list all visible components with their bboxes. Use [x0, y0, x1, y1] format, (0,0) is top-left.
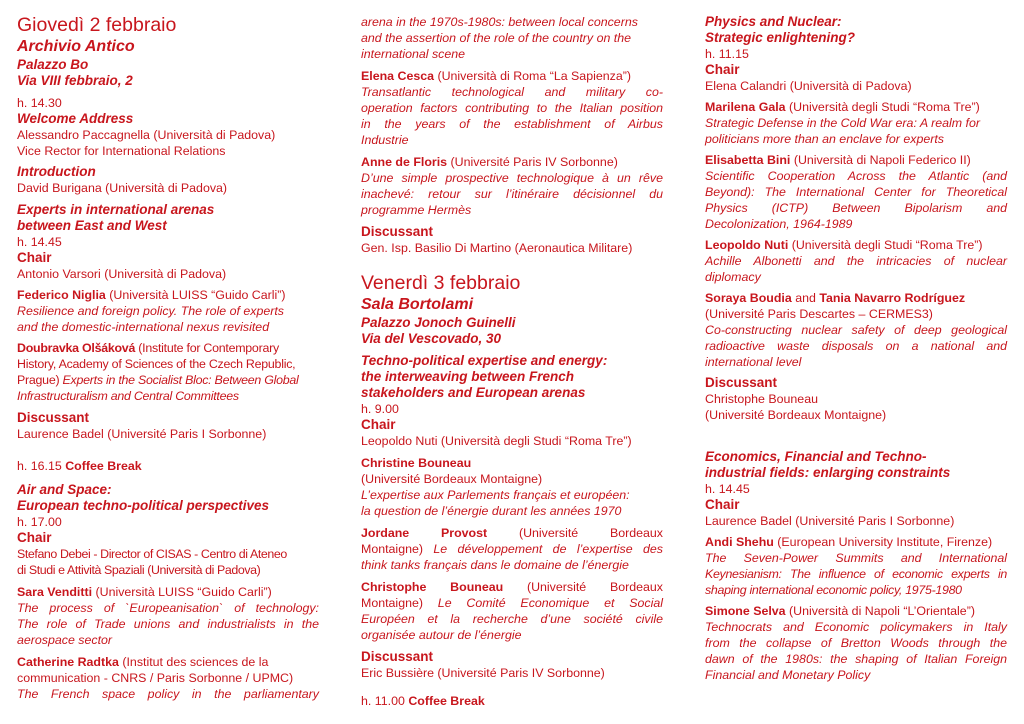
- day2-title: Venerdì 3 febbraio: [361, 272, 521, 294]
- speaker-name: Elisabetta Bini: [705, 153, 791, 167]
- talk-title: international level: [705, 355, 802, 369]
- talk-title: and the assertion of the role of the country on the: [361, 31, 632, 45]
- day1-title: Giovedì 2 febbraio: [17, 14, 177, 36]
- talk-title: Decolonization, 1964-1989: [705, 217, 853, 231]
- chair-label: Chair: [705, 497, 740, 512]
- intro-heading: Introduction: [17, 164, 96, 179]
- coffee-label: Coffee Break: [65, 459, 142, 473]
- session-title: Physics and Nuclear:: [705, 14, 842, 29]
- speaker-name: Soraya Boudia: [705, 291, 792, 305]
- session-title: Techno-political expertise and energy:: [361, 353, 608, 368]
- speaker-affiliation: Montaigne): [361, 596, 438, 610]
- talk-title: and the domestic-international nexus revisited: [17, 320, 270, 334]
- speaker-affiliation: (Università degli Studi “Roma Tre”): [785, 100, 980, 114]
- speaker-entry: [361, 68, 663, 84]
- speaker-name: Christophe Bouneau: [361, 580, 504, 594]
- speaker-entry: [361, 595, 663, 611]
- talk-title: Resilience and foreign policy. The role of experts: [17, 304, 284, 318]
- talk-title: diplomacy: [705, 270, 761, 284]
- talk-title: Keynesianism: The influence of economic experts in: [705, 567, 1007, 581]
- speaker-name: Leopoldo Nuti: [705, 238, 789, 252]
- speaker-name: Anne de Floris: [361, 155, 448, 169]
- speaker-affiliation: (Université Paris Descartes – CERMES3): [705, 307, 933, 321]
- talk-title: Industrie: [361, 133, 409, 147]
- talk-title: The French space policy in the parliamentary: [17, 687, 319, 701]
- column-friday: [705, 14, 1007, 683]
- session-time: h. 17.00: [17, 515, 62, 529]
- speaker-entry: [17, 372, 319, 388]
- session-title: Air and Space:: [17, 482, 112, 497]
- chair-name: Stefano Debei - Director of CISAS - Centro di Ateneo: [17, 547, 287, 561]
- talk-title: in the years of the establishment of Airbus: [361, 117, 663, 131]
- speaker-affiliation: (Institut des sciences de la: [118, 655, 269, 669]
- talk-title: Financial and Monetary Policy: [705, 668, 871, 682]
- speaker-and: and: [791, 291, 820, 305]
- talk-title: Scientific Cooperation Across the Atlantic (and: [705, 169, 1007, 183]
- speaker-entry: [705, 290, 1007, 306]
- session-title: industrial fields: enlarging constraints: [705, 465, 951, 480]
- speaker-entry: [705, 603, 1007, 619]
- talk-title: The process of `Europeanisation` of technology:: [17, 601, 319, 615]
- discussant-name: Gen. Isp. Basilio Di Martino (Aeronautica Militare): [361, 241, 633, 255]
- speaker-affiliation: (Institute for Contemporary: [135, 341, 279, 355]
- discussant-label: Discussant: [361, 649, 434, 664]
- day2-address: Via del Vescovado, 30: [361, 331, 502, 346]
- speaker-name: Marilena Gala: [705, 100, 786, 114]
- speaker-affiliation: (Università di Napoli Federico II): [790, 153, 971, 167]
- welcome-role: Vice Rector for International Relations: [17, 144, 226, 158]
- chair-label: Chair: [705, 62, 740, 77]
- talk-title: Experts in the Socialist Bloc: Between Global: [62, 373, 299, 387]
- talk-title: programme Hermès: [361, 203, 472, 217]
- talk-title: politicians more than an enclave for experts: [705, 132, 944, 146]
- talk-title: dawn of the 1980s: the shaping of Italian Foreign: [705, 652, 1007, 666]
- talk-title: inachevé: retour sur l’itinéraire décisionnel du: [361, 187, 663, 201]
- intro-speaker: David Burigana (Università di Padova): [17, 181, 228, 195]
- coffee-time: h. 16.15: [17, 459, 66, 473]
- speaker-entry: [705, 99, 1007, 115]
- day2-building: Palazzo Jonoch Guinelli: [361, 315, 516, 330]
- speaker-affiliation: (Università degli Studi “Roma Tre”): [788, 238, 983, 252]
- speaker-entry: [17, 584, 319, 600]
- session-time: h. 9.00: [361, 402, 399, 416]
- session-time: h. 11.15: [705, 47, 749, 61]
- speaker-entry: [705, 237, 1007, 253]
- speaker-entry: [705, 152, 1007, 168]
- chair-name: Laurence Badel (Université Paris I Sorbonne): [705, 514, 955, 528]
- talk-title: Le développement de l’expertise des: [433, 542, 664, 556]
- discussant-name: Laurence Badel (Université Paris I Sorbonne): [17, 427, 267, 441]
- session-time: h. 14.45: [17, 235, 62, 249]
- speaker-affiliation: (Università LUISS “Guido Carli”): [105, 288, 286, 302]
- session-title: stakeholders and European arenas: [361, 385, 586, 400]
- speaker-affiliation: (Université Paris IV Sorbonne): [447, 155, 618, 169]
- talk-title: from the collapse of Bretton Woods through the: [705, 636, 1007, 650]
- speaker-name: Simone Selva: [705, 604, 786, 618]
- session-title: European techno-political perspectives: [17, 498, 270, 513]
- coffee-break: [17, 458, 319, 474]
- speaker-affiliation: communication - CNRS / Paris Sorbonne / UPMC): [17, 671, 294, 685]
- chair-label: Chair: [17, 530, 52, 545]
- talk-title: shaping international economic policy, 1975-1980: [705, 583, 962, 597]
- talk-title: The Seven-Power Summits and International: [705, 551, 1007, 565]
- talk-title: Infrastructuralism and Central Committees: [17, 389, 239, 403]
- talk-title: arena in the 1970s-1980s: between local concerns: [361, 15, 638, 29]
- speaker-name: Jordane Provost: [361, 526, 488, 540]
- speaker-entry: [17, 340, 319, 356]
- talk-title: operation factors contributing to the Italian position: [361, 101, 663, 115]
- talk-title: Physics (ICTP) Between Bipolarism and: [705, 201, 1007, 215]
- talk-title: Européen et la recherche d’une société civile: [361, 612, 663, 626]
- talk-title: organisée autour de l’énergie: [361, 628, 522, 642]
- column-thursday: [17, 14, 319, 702]
- discussant-label: Discussant: [361, 224, 434, 239]
- speaker-affiliation: (Université Bordeaux Montaigne): [361, 472, 543, 486]
- coffee-break: [361, 693, 663, 709]
- speaker-entry: [17, 287, 319, 303]
- speaker-affiliation: Prague): [17, 373, 63, 387]
- speaker-name: Catherine Radtka: [17, 655, 119, 669]
- column-middle: [361, 14, 663, 709]
- talk-title: international scene: [361, 47, 466, 61]
- discussant-label: Discussant: [705, 375, 778, 390]
- speaker-name: Andi Shehu: [705, 535, 774, 549]
- speaker-affiliation: (Università LUISS “Guido Carli”): [92, 585, 272, 599]
- speaker-entry: [705, 534, 1007, 550]
- talk-title: la question de l’énergie durant les années 1970: [361, 504, 622, 518]
- chair-name: di Studi e Attività Spaziali (Università di Padova): [17, 563, 261, 577]
- speaker-affiliation: (Università di Napoli “L’Orientale”): [785, 604, 975, 618]
- session-title: Experts in international arenas: [17, 202, 215, 217]
- speaker-name: Federico Niglia: [17, 288, 106, 302]
- talk-title: Strategic Defense in the Cold War era: A realm for: [705, 116, 981, 130]
- discussant-name: Christophe Bouneau: [705, 392, 818, 406]
- session-title: between East and West: [17, 218, 167, 233]
- discussant-name: Eric Bussière (Université Paris IV Sorbonne): [361, 666, 605, 680]
- speaker-name: Doubravka Olšáková: [17, 341, 136, 355]
- talk-title: Le Comité Economique et Social: [437, 596, 663, 610]
- talk-title: Transatlantic technological and military co-: [361, 85, 663, 99]
- chair-name: Antonio Varsori (Università di Padova): [17, 267, 227, 281]
- speaker-name: Elena Cesca: [361, 69, 435, 83]
- speaker-affiliation: (Università di Roma “La Sapienza”): [434, 69, 631, 83]
- chair-label: Chair: [17, 250, 52, 265]
- talk-title: radioactive waste disposals on a national and: [705, 339, 1007, 353]
- day2-venue: Sala Bortolami: [361, 296, 474, 313]
- chair-label: Chair: [361, 417, 396, 432]
- talk-title: D’une simple prospective technologique à un rêve: [361, 171, 663, 185]
- talk-title: L’expertise aux Parlements français et européen:: [361, 488, 630, 502]
- coffee-label: Coffee Break: [408, 694, 485, 708]
- talk-title: The role of Trade unions and industrialists in the: [17, 617, 319, 631]
- day1-address: Via VIII febbraio, 2: [17, 73, 133, 88]
- talk-title: aerospace sector: [17, 633, 113, 647]
- session-title: the interweaving between French: [361, 369, 575, 384]
- welcome-time: h. 14.30: [17, 96, 62, 110]
- speaker-entry: [17, 654, 319, 670]
- speaker-name: Tania Navarro Rodríguez: [819, 291, 966, 305]
- welcome-heading: Welcome Address: [17, 111, 134, 126]
- speaker-entry: [361, 154, 663, 170]
- speaker-affiliation: (Université Bordeaux: [503, 580, 664, 594]
- speaker-entry: [361, 525, 663, 541]
- session-title: Economics, Financial and Techno-: [705, 449, 927, 464]
- speaker-affiliation: History, Academy of Sciences of the Czech Republic,: [17, 357, 296, 371]
- chair-name: Elena Calandri (Università di Padova): [705, 79, 912, 93]
- talk-title: think tanks français dans le domaine de l’énergie: [361, 558, 629, 572]
- talk-title: Achille Albonetti and the intricacies of nuclear: [705, 254, 1007, 268]
- session-time: h. 14.45: [705, 482, 750, 496]
- talk-title: Beyond): The International Center for Theoretical: [705, 185, 1007, 199]
- day1-building: Palazzo Bo: [17, 57, 89, 72]
- speaker-affiliation: Montaigne): [361, 542, 434, 556]
- speaker-name: Sara Venditti: [17, 585, 93, 599]
- speaker-entry: [361, 579, 663, 595]
- day1-venue: Archivio Antico: [17, 38, 135, 55]
- talk-title: Technocrats and Economic policymakers in Italy: [705, 620, 1007, 634]
- chair-name: Leopoldo Nuti (Università degli Studi “Roma Tre”): [361, 434, 632, 448]
- discussant-affiliation: (Université Bordeaux Montaigne): [705, 408, 887, 422]
- speaker-entry: [361, 541, 663, 557]
- speaker-affiliation: (European University Institute, Firenze): [773, 535, 993, 549]
- welcome-speaker: Alessandro Paccagnella (Università di Padova): [17, 128, 276, 142]
- coffee-time: h. 11.00: [361, 694, 409, 708]
- speaker-affiliation: (Université Bordeaux: [487, 526, 663, 540]
- discussant-label: Discussant: [17, 410, 90, 425]
- talk-title: Co-constructing nuclear safety of deep geological: [705, 323, 1007, 337]
- session-title: Strategic enlightening?: [705, 30, 856, 45]
- speaker-name: Christine Bouneau: [361, 456, 472, 470]
